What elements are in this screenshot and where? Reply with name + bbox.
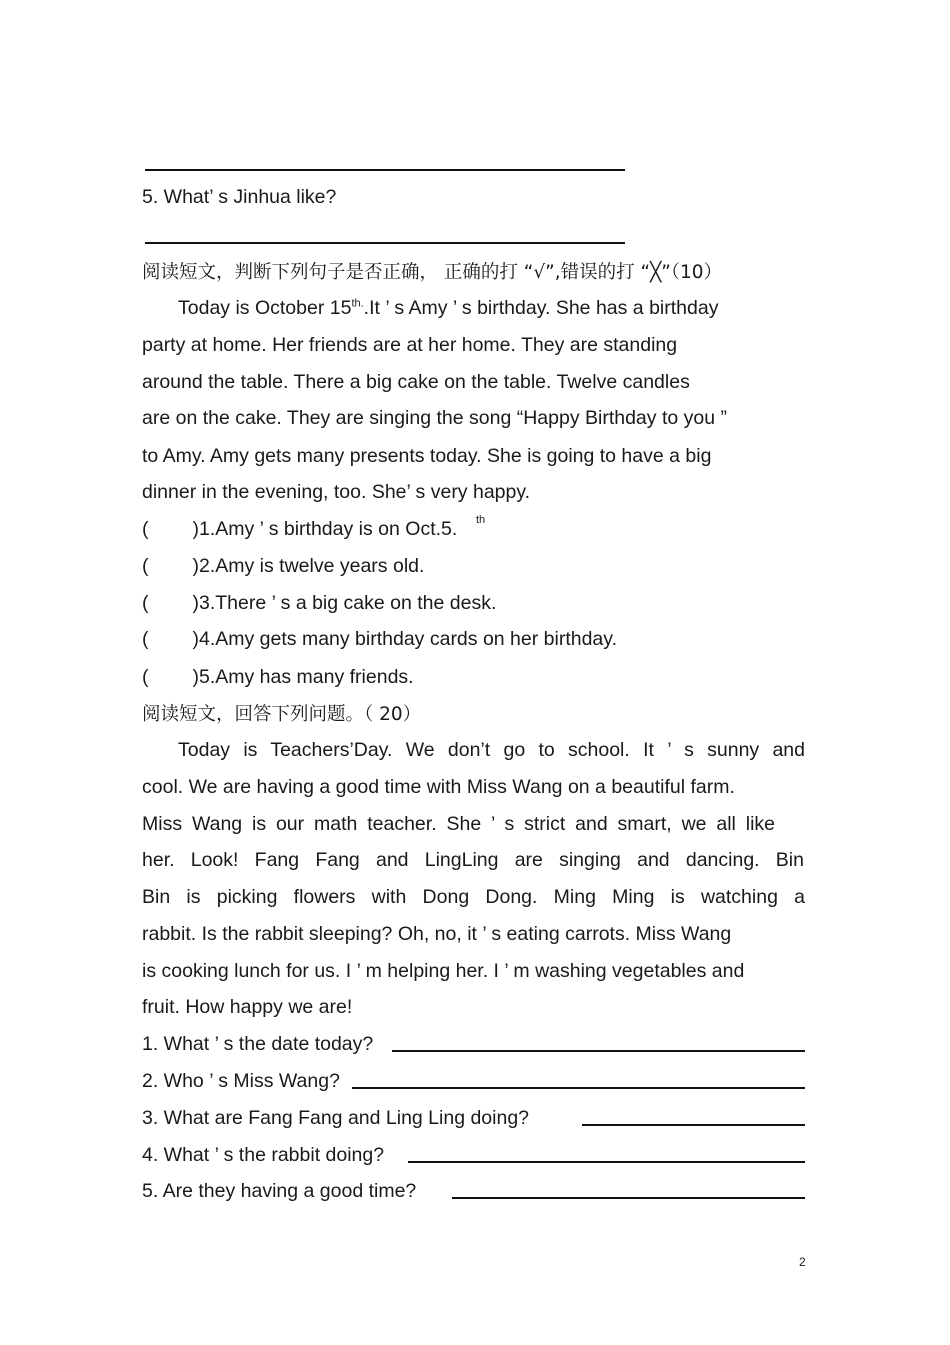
- passage-line: rabbit. Is the rabbit sleeping? Oh, no, it ’ s eating carrots. Miss Wang: [142, 923, 732, 945]
- answer-paren-open[interactable]: (: [142, 592, 149, 614]
- passage-line: her. Look! Fang Fang and LingLing are singing and dancing. Bin: [142, 849, 804, 871]
- question: 2. Who ’ s Miss Wang?: [142, 1070, 340, 1092]
- answer-line[interactable]: [392, 1050, 805, 1052]
- tf-statement: 2.Amy is twelve years old.: [199, 555, 425, 577]
- passage-line: fruit. How happy we are!: [142, 996, 353, 1018]
- tf-statement: 1.Amy ’ s birthday is on Oct.5.: [199, 518, 458, 540]
- passage-line: to Amy. Amy gets many presents today. She is going to have a big: [142, 445, 712, 467]
- question: 3. What are Fang Fang and Ling Ling doing?: [142, 1107, 530, 1129]
- tf-item: ( )3.There ’ s a big cake on the desk.: [142, 592, 497, 614]
- passage-line: party at home. Her friends are at her home. They are standing: [142, 334, 678, 356]
- question: 1. What ’ s the date today?: [142, 1033, 374, 1055]
- answer-line[interactable]: [145, 242, 625, 244]
- answer-paren-open[interactable]: (: [142, 628, 149, 650]
- answer-line[interactable]: [582, 1124, 805, 1126]
- answer-paren-open[interactable]: (: [142, 555, 149, 577]
- question: 4. What ’ s the rabbit doing?: [142, 1144, 385, 1166]
- question: 5. Are they having a good time?: [142, 1180, 417, 1202]
- page-number: 2: [799, 1255, 806, 1269]
- tf-statement: 5.Amy has many friends.: [199, 666, 414, 688]
- tf-statement: 4.Amy gets many birthday cards on her birthday.: [199, 628, 618, 650]
- section-heading: 阅读短文，判断下列句子是否正确， 正确的打 “√”,错误的打 “╳”（10）: [142, 262, 723, 283]
- tf-item: ( )1.Amy ’ s birthday is on Oct.5.: [142, 518, 458, 540]
- passage-line: are on the cake. They are singing the song “Happy Birthday to you ”: [142, 407, 727, 429]
- tf-item: ( )5.Amy has many friends.: [142, 666, 414, 688]
- superscript: th.: [351, 297, 364, 310]
- question-q5: 5. What’ s Jinhua like?: [142, 186, 337, 208]
- tf-item: ( )2.Amy is twelve years old.: [142, 555, 425, 577]
- answer-line[interactable]: [408, 1161, 805, 1163]
- passage-line: around the table. There a big cake on the table. Twelve candles: [142, 371, 690, 393]
- passage-line: Today is Teachers’Day. We don’t go to school. It ’ s sunny and: [178, 739, 805, 761]
- section-heading: 阅读短文，回答下列问题。（ 20）: [142, 704, 422, 725]
- answer-paren-open[interactable]: (: [142, 666, 149, 688]
- passage-line: is cooking lunch for us. I ’ m helping her. I ’ m washing vegetables and: [142, 960, 745, 982]
- passage-line: cool. We are having a good time with Miss Wang on a beautiful farm.: [142, 776, 735, 798]
- passage-line: dinner in the evening, too. She’ s very happy.: [142, 481, 531, 503]
- superscript: th: [476, 514, 486, 526]
- tf-item: ( )4.Amy gets many birthday cards on her birthday.: [142, 628, 618, 650]
- answer-paren-open[interactable]: (: [142, 518, 149, 540]
- passage-line: Bin is picking flowers with Dong Dong. Ming Ming is watching a: [142, 886, 805, 908]
- tf-statement: 3.There ’ s a big cake on the desk.: [199, 592, 497, 614]
- answer-line[interactable]: [352, 1087, 805, 1089]
- answer-line[interactable]: [452, 1197, 805, 1199]
- answer-line[interactable]: [145, 169, 625, 171]
- passage-line: Miss Wang is our math teacher. She ’ s strict and smart, we all like: [142, 813, 775, 835]
- passage-line: Today is October $15^{th.}.It$ ’ s Amy ’ s birthday. She has a birthday: [178, 297, 719, 319]
